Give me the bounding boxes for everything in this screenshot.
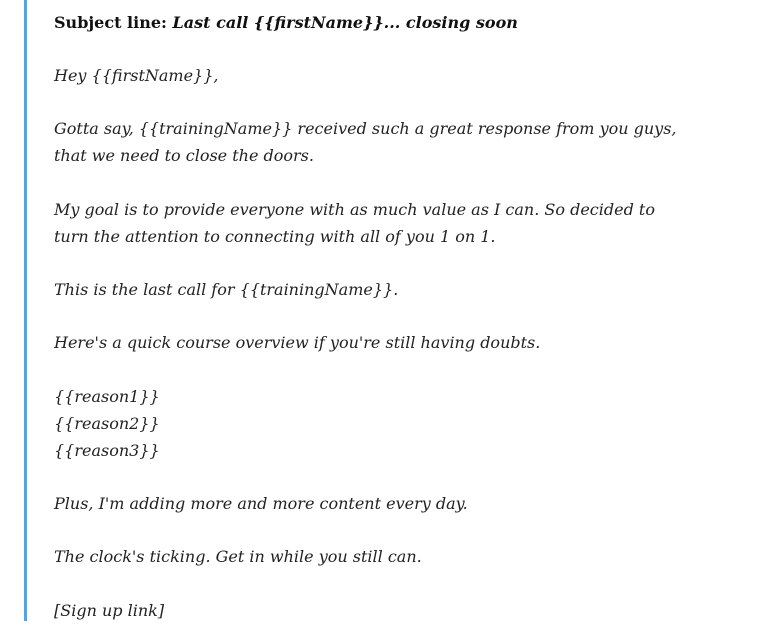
- reason-3: {{reason3}}: [54, 441, 160, 460]
- paragraph-1-line-1: Gotta say, {{trainingName}} received such a great response from you guys,: [54, 119, 677, 138]
- paragraph-5: Plus, I'm adding more and more content every day.: [54, 494, 468, 513]
- subject-line: [54, 10, 518, 37]
- subject-label: Subject line:: [54, 13, 167, 32]
- paragraph-6: The clock's ticking. Get in while you still can.: [54, 547, 422, 566]
- paragraph-4: Here's a quick course overview if you're still having doubts.: [54, 333, 541, 352]
- greeting: Hey {{firstName}},: [54, 66, 219, 85]
- paragraph-2-line-1: My goal is to provide everyone with as much value as I can. So decided to: [54, 200, 655, 219]
- reason-1: {{reason1}}: [54, 387, 160, 406]
- reason-2: {{reason2}}: [54, 414, 160, 433]
- paragraph-1-line-2: that we need to close the doors.: [54, 146, 314, 165]
- blockquote-bar: [24, 0, 768, 621]
- subject-value: Last call {{firstName}}... closing soon: [172, 13, 518, 32]
- paragraph-3: This is the last call for {{trainingName}}.: [54, 280, 399, 299]
- signup-link-placeholder: [Sign up link]: [54, 601, 165, 620]
- paragraph-2-line-2: turn the attention to connecting with all of you 1 on 1.: [54, 227, 496, 246]
